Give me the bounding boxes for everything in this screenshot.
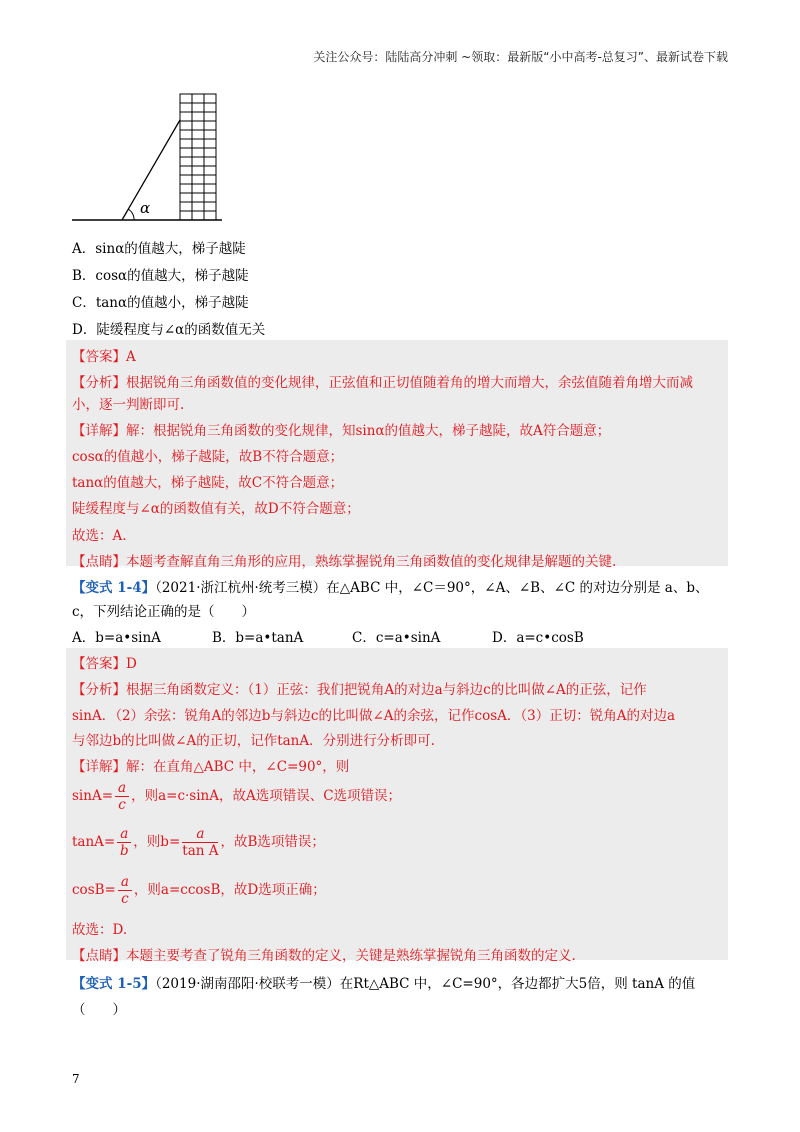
fraction-a-over-b: $\frac{a}{b}$ bbox=[117, 826, 131, 859]
formula-tan bbox=[72, 826, 325, 859]
angle-label: α bbox=[140, 199, 151, 217]
q2-detail-head: 【详解】解：在直角△ABC 中，∠C=90°，则 bbox=[72, 759, 350, 775]
formula-tan-rhs: ，故B选项错误； bbox=[220, 834, 325, 850]
formula-sin bbox=[72, 780, 401, 813]
formula-cos-rhs: ，则a=ccosB，故D选项正确； bbox=[133, 882, 326, 898]
q2-option-b: B．b=a•tanA bbox=[212, 630, 304, 646]
q1-analysis-line2: 小，逐一判断即可. bbox=[72, 397, 185, 413]
page-number: 7 bbox=[72, 1072, 80, 1086]
building-grid bbox=[180, 94, 216, 220]
q2-choose: 故选：D. bbox=[72, 922, 128, 938]
fraction-a-over-c-2: $\frac{a}{c}$ bbox=[118, 874, 132, 907]
q1-detail-line4: 陡缓程度与∠α的函数值有关，故D不符合题意； bbox=[72, 501, 360, 517]
q2-option-c: C．c=a•sinA bbox=[352, 630, 441, 646]
q2-stem-line1 bbox=[72, 576, 708, 596]
q2-answer: 【答案】D bbox=[72, 656, 137, 672]
formula-cos bbox=[72, 874, 326, 907]
q1-option-d: D．陡缓程度与∠α的函数值无关 bbox=[72, 322, 266, 338]
formula-tan-lhs: tanA= bbox=[72, 834, 116, 850]
q1-detail-line2: cosα的值越小，梯子越陡，故B不符合题意； bbox=[72, 449, 344, 465]
q1-option-b: B．cosα的值越大，梯子越陡 bbox=[72, 268, 249, 284]
q2-option-d: D．a=c•cosB bbox=[492, 630, 584, 646]
q2-analysis-line1: 【分析】根据三角函数定义：（1）正弦：我们把锐角A的对边a与斜边c的比叫做∠A的正弦，记作 bbox=[72, 682, 647, 698]
formula-cos-lhs: cosB= bbox=[72, 882, 116, 898]
q1-option-a: A．sinα的值越大，梯子越陡 bbox=[72, 241, 246, 257]
q1-analysis-line1: 【分析】根据锐角三角函数值的变化规律，正弦值和正切值随着角的增大而增大，余弦值随着角增大而减 bbox=[72, 375, 693, 391]
q2-option-a: A．b=a•sinA bbox=[72, 630, 161, 646]
q3-stem-line1 bbox=[72, 972, 695, 992]
q1-answer: 【答案】A bbox=[72, 349, 136, 365]
ladder-wall-figure bbox=[72, 92, 232, 224]
q2-analysis-line2: sinA．（2）余弦：锐角A的邻边b与斜边c的比叫做∠A的余弦，记作cosA．（3）正切：锐角A的对边a bbox=[72, 708, 676, 724]
fraction-a-over-tanA: $\frac{a}{\text{tan A}}$ bbox=[182, 826, 219, 859]
q1-detail-line1: 【详解】解：根据锐角三角函数的变化规律，知sinα的值越大，梯子越陡，故A符合题意； bbox=[72, 423, 611, 439]
q2-comment: 【点睛】本题主要考查了锐角三角函数的定义，关键是熟练掌握锐角三角函数的定义. bbox=[72, 948, 576, 964]
q2-tag: 【变式 1-4】 bbox=[72, 580, 156, 596]
formula-tan-mid: ，则b= bbox=[133, 834, 181, 850]
q2-stem-text: （2021·浙江杭州·统考三模）在△ABC 中，∠C＝90°，∠A、∠B、∠C 的对边分别是 a、b、 bbox=[155, 580, 709, 596]
angle-arc bbox=[128, 209, 134, 220]
page-header: 关注公众号：陆陆高分冲刺 ~领取：最新版“小中高考-总复习”、最新试卷下载 bbox=[313, 50, 728, 64]
fraction-a-over-c: $\frac{a}{c}$ bbox=[115, 780, 129, 813]
q1-detail-line3: tanα的值越大，梯子越陡，故C不符合题意； bbox=[72, 475, 344, 491]
q3-stem-line2: （ ） bbox=[72, 1002, 126, 1018]
ladder-line bbox=[122, 120, 180, 220]
q1-option-c: C．tanα的值越小，梯子越陡 bbox=[72, 295, 249, 311]
q3-stem-text: （2019·湖南邵阳·校联考一模）在Rt△ABC 中，∠C=90°，各边都扩大5倍，则 tanA 的值 bbox=[155, 976, 696, 992]
q2-stem-line2: c，下列结论正确的是（ ） bbox=[72, 604, 256, 620]
q1-comment: 【点睛】本题考查解直角三角形的应用，熟练掌握锐角三角函数值的变化规律是解题的关键. bbox=[72, 554, 617, 570]
q1-detail-line5: 故选：A. bbox=[72, 528, 127, 544]
formula-sin-rhs: ，则a=c·sinA，故A选项错误、C选项错误； bbox=[131, 788, 402, 804]
q3-tag: 【变式 1-5】 bbox=[72, 976, 156, 992]
formula-sin-lhs: sinA= bbox=[72, 788, 114, 804]
q2-analysis-line3: 与邻边b的比叫做∠A的正切，记作tanA．分别进行分析即可. bbox=[72, 733, 435, 749]
